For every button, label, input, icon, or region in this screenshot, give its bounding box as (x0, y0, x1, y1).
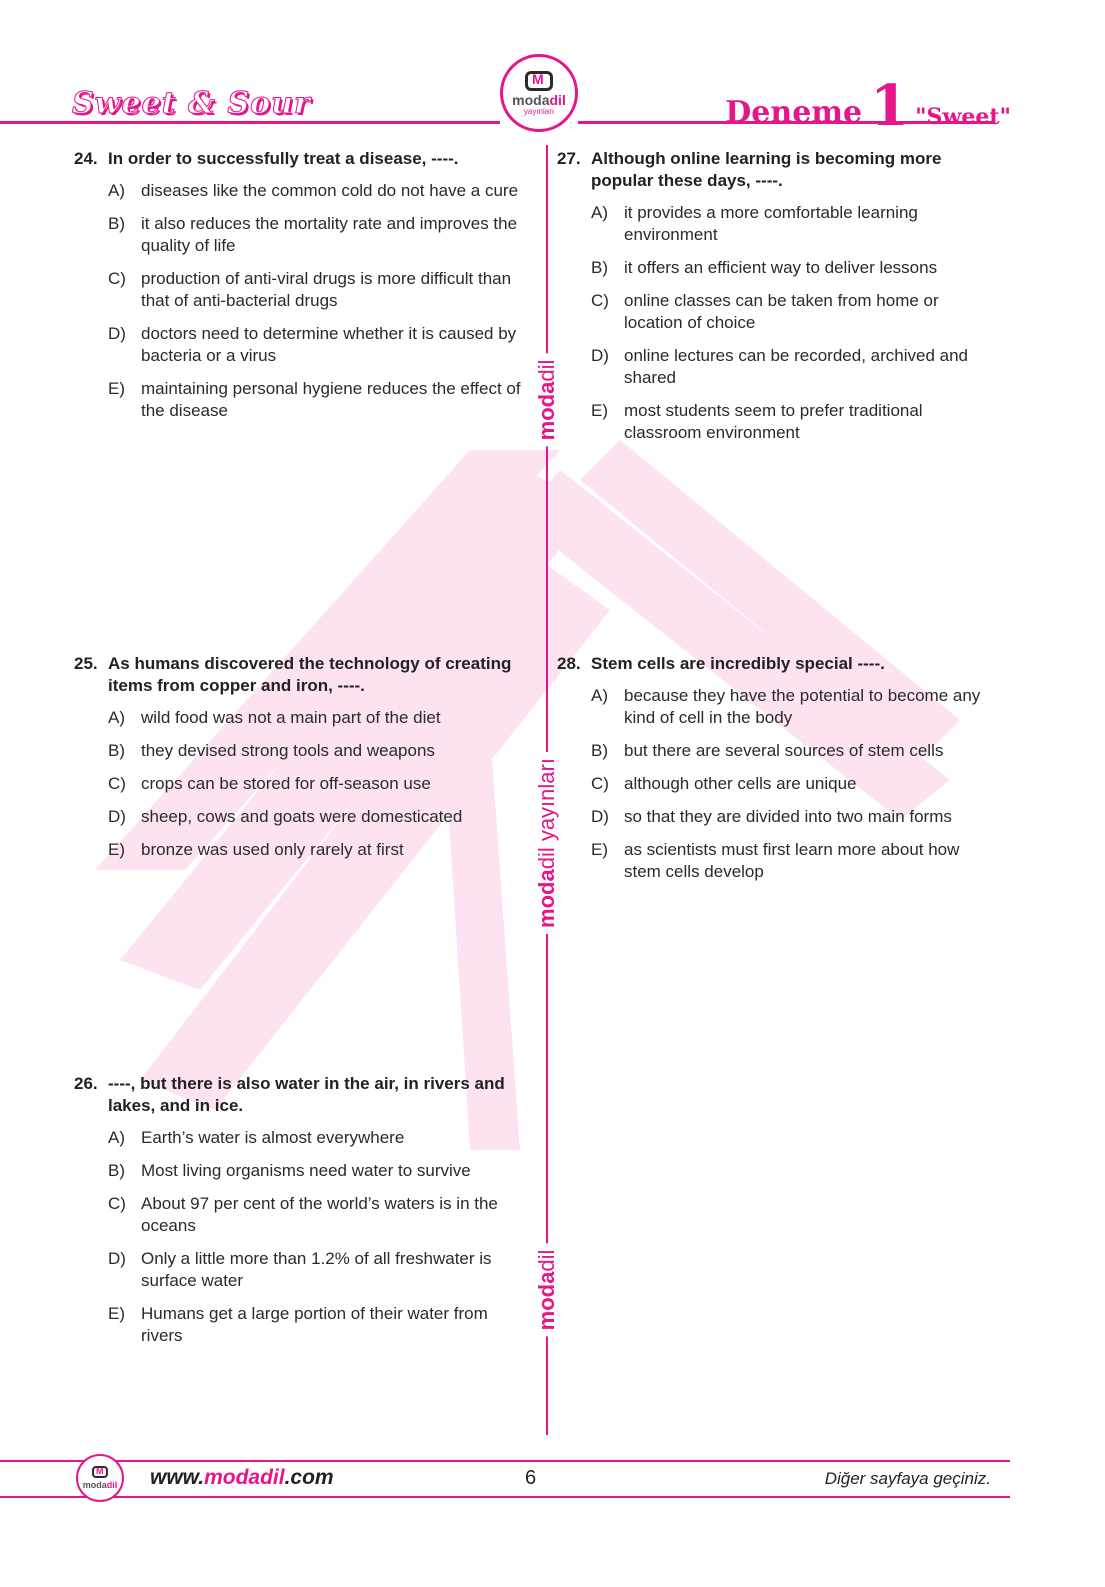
option-text: online classes can be taken from home or location of choice (624, 291, 939, 332)
question-stem (74, 148, 524, 170)
website-link[interactable] (150, 1466, 334, 1490)
option-a[interactable] (591, 202, 997, 246)
option-d[interactable] (591, 806, 997, 828)
option-text: but there are several sources of stem cells (624, 741, 944, 760)
option-text: it provides a more comfortable learning environment (624, 203, 918, 244)
option-a[interactable] (108, 1127, 524, 1149)
option-text: doctors need to determine whether it is caused by bacteria or a virus (141, 324, 517, 365)
logo-wordmark (512, 93, 566, 107)
option-b[interactable] (591, 257, 997, 279)
option-text: production of anti-viral drugs is more difficult than that of anti-bacterial drugs (141, 269, 512, 310)
url-brand: modadil (204, 1466, 285, 1489)
option-c[interactable] (591, 773, 997, 795)
logo-word-pink: dil (549, 91, 566, 108)
option-letter: D) (108, 1249, 126, 1268)
logo-subtitle: yayınları (523, 106, 555, 116)
footer-rule-top (0, 1460, 1010, 1462)
option-a[interactable] (591, 685, 997, 729)
option-text: Humans get a large portion of their water from rivers (141, 1304, 488, 1345)
question-25 (74, 653, 524, 872)
option-letter: A) (591, 686, 608, 705)
option-text: it also reduces the mortality rate and improves the quality of life (141, 214, 518, 255)
option-text: bronze was used only rarely at first (141, 840, 404, 859)
option-b[interactable] (108, 213, 524, 257)
option-letter: C) (108, 269, 126, 288)
option-letter: C) (591, 774, 609, 793)
option-letter: B) (591, 741, 608, 760)
option-text: although other cells are unique (624, 774, 857, 793)
option-c[interactable] (108, 773, 524, 795)
option-b[interactable] (591, 740, 997, 762)
question-number: 26. (74, 1074, 98, 1093)
footer-logo (76, 1454, 124, 1502)
option-letter: D) (591, 346, 609, 365)
option-text: as scientists must first learn more about how stem cells develop (624, 840, 960, 881)
next-page-note: Diğer sayfaya geçiniz. (824, 1469, 991, 1488)
header-rule-left (0, 121, 500, 124)
question-text: In order to successfully treat a disease, ----. (108, 149, 459, 168)
option-e[interactable] (108, 1303, 524, 1347)
option-text: they devised strong tools and weapons (141, 741, 435, 760)
question-24 (74, 148, 524, 433)
option-letter: A) (108, 1128, 125, 1147)
logo-m-icon (525, 71, 553, 91)
test-label (725, 73, 1011, 139)
option-d[interactable] (108, 806, 524, 828)
option-c[interactable] (108, 1193, 524, 1237)
option-letter: B) (108, 1161, 125, 1180)
option-text: online lectures can be recorded, archived and shared (624, 346, 968, 387)
side-brand-2: modadil yayınları (534, 752, 560, 934)
footer-rule-bottom (0, 1496, 1010, 1498)
option-e[interactable] (108, 839, 524, 861)
publisher-logo (500, 54, 578, 132)
option-d[interactable] (591, 345, 997, 389)
question-28 (557, 653, 997, 894)
test-variant: "Sweet" (915, 104, 1011, 130)
option-d[interactable] (108, 323, 524, 367)
option-text: sheep, cows and goats were domesticated (141, 807, 463, 826)
option-a[interactable] (108, 707, 524, 729)
question-stem (74, 653, 524, 697)
question-text: As humans discovered the technology of creating items from copper and iron, ----. (108, 654, 512, 695)
question-text: ----, but there is also water in the air, in rivers and lakes, and in ice. (108, 1074, 505, 1115)
option-a[interactable] (108, 180, 524, 202)
option-text: About 97 per cent of the world’s waters is in the oceans (141, 1194, 498, 1235)
question-text: Stem cells are incredibly special ----. (591, 654, 885, 673)
option-letter: E) (591, 840, 608, 859)
option-e[interactable] (591, 400, 997, 444)
option-letter: A) (108, 181, 125, 200)
option-letter: A) (591, 203, 608, 222)
option-c[interactable] (108, 268, 524, 312)
option-letter: C) (591, 291, 609, 310)
question-stem (557, 653, 997, 675)
option-text: most students seem to prefer traditional classroom environment (624, 401, 923, 442)
question-26 (74, 1073, 524, 1358)
option-letter: B) (108, 741, 125, 760)
footer-logo-m-icon (92, 1466, 108, 1478)
url-prefix: www. (150, 1466, 205, 1489)
logo-word-dark: moda (512, 91, 550, 108)
option-text: Most living organisms need water to survive (141, 1161, 471, 1180)
question-number: 27. (557, 149, 581, 168)
option-text: wild food was not a main part of the diet (141, 708, 441, 727)
option-text: maintaining personal hygiene reduces the effect of the disease (141, 379, 521, 420)
option-text: so that they are divided into two main forms (624, 807, 952, 826)
series-title: Sweet & Sour (72, 86, 311, 121)
option-letter: A) (108, 708, 125, 727)
option-letter: C) (108, 1194, 126, 1213)
question-number: 24. (74, 149, 98, 168)
option-letter: B) (108, 214, 125, 233)
option-d[interactable] (108, 1248, 524, 1292)
option-letter: D) (108, 807, 126, 826)
option-letter: C) (108, 774, 126, 793)
option-b[interactable] (108, 1160, 524, 1182)
option-e[interactable] (108, 378, 524, 422)
option-text: it offers an efficient way to deliver lessons (624, 258, 938, 277)
footer-logo-word-dark: moda (82, 1480, 107, 1490)
question-number: 28. (557, 654, 581, 673)
question-27 (557, 148, 997, 455)
option-letter: E) (108, 1304, 125, 1323)
question-stem (74, 1073, 524, 1117)
question-text: Although online learning is becoming more popular these days, ----. (591, 149, 942, 190)
option-letter: B) (591, 258, 608, 277)
test-label-word: Deneme (725, 95, 863, 130)
option-text: crops can be stored for off-season use (141, 774, 431, 793)
option-text: diseases like the common cold do not have a cure (141, 181, 519, 200)
question-stem (557, 148, 997, 192)
footer-logo-wordmark (83, 1480, 118, 1490)
page-number: 6 (525, 1467, 537, 1489)
question-number: 25. (74, 654, 98, 673)
side-brand-1: modadil (534, 354, 560, 447)
option-e[interactable] (591, 839, 997, 883)
option-b[interactable] (108, 740, 524, 762)
url-suffix: .com (284, 1466, 334, 1489)
option-text: because they have the potential to become any kind of cell in the body (624, 686, 981, 727)
option-letter: E) (108, 840, 125, 859)
option-letter: D) (591, 807, 609, 826)
test-number: 1 (870, 73, 910, 139)
option-letter: D) (108, 324, 126, 343)
option-c[interactable] (591, 290, 997, 334)
option-text: Only a little more than 1.2% of all freshwater is surface water (141, 1249, 492, 1290)
footer-logo-word-pink: dil (106, 1480, 118, 1490)
side-brand-3: modadil (534, 1244, 560, 1337)
option-text: Earth’s water is almost everywhere (141, 1128, 405, 1147)
option-letter: E) (591, 401, 608, 420)
option-letter: E) (108, 379, 125, 398)
